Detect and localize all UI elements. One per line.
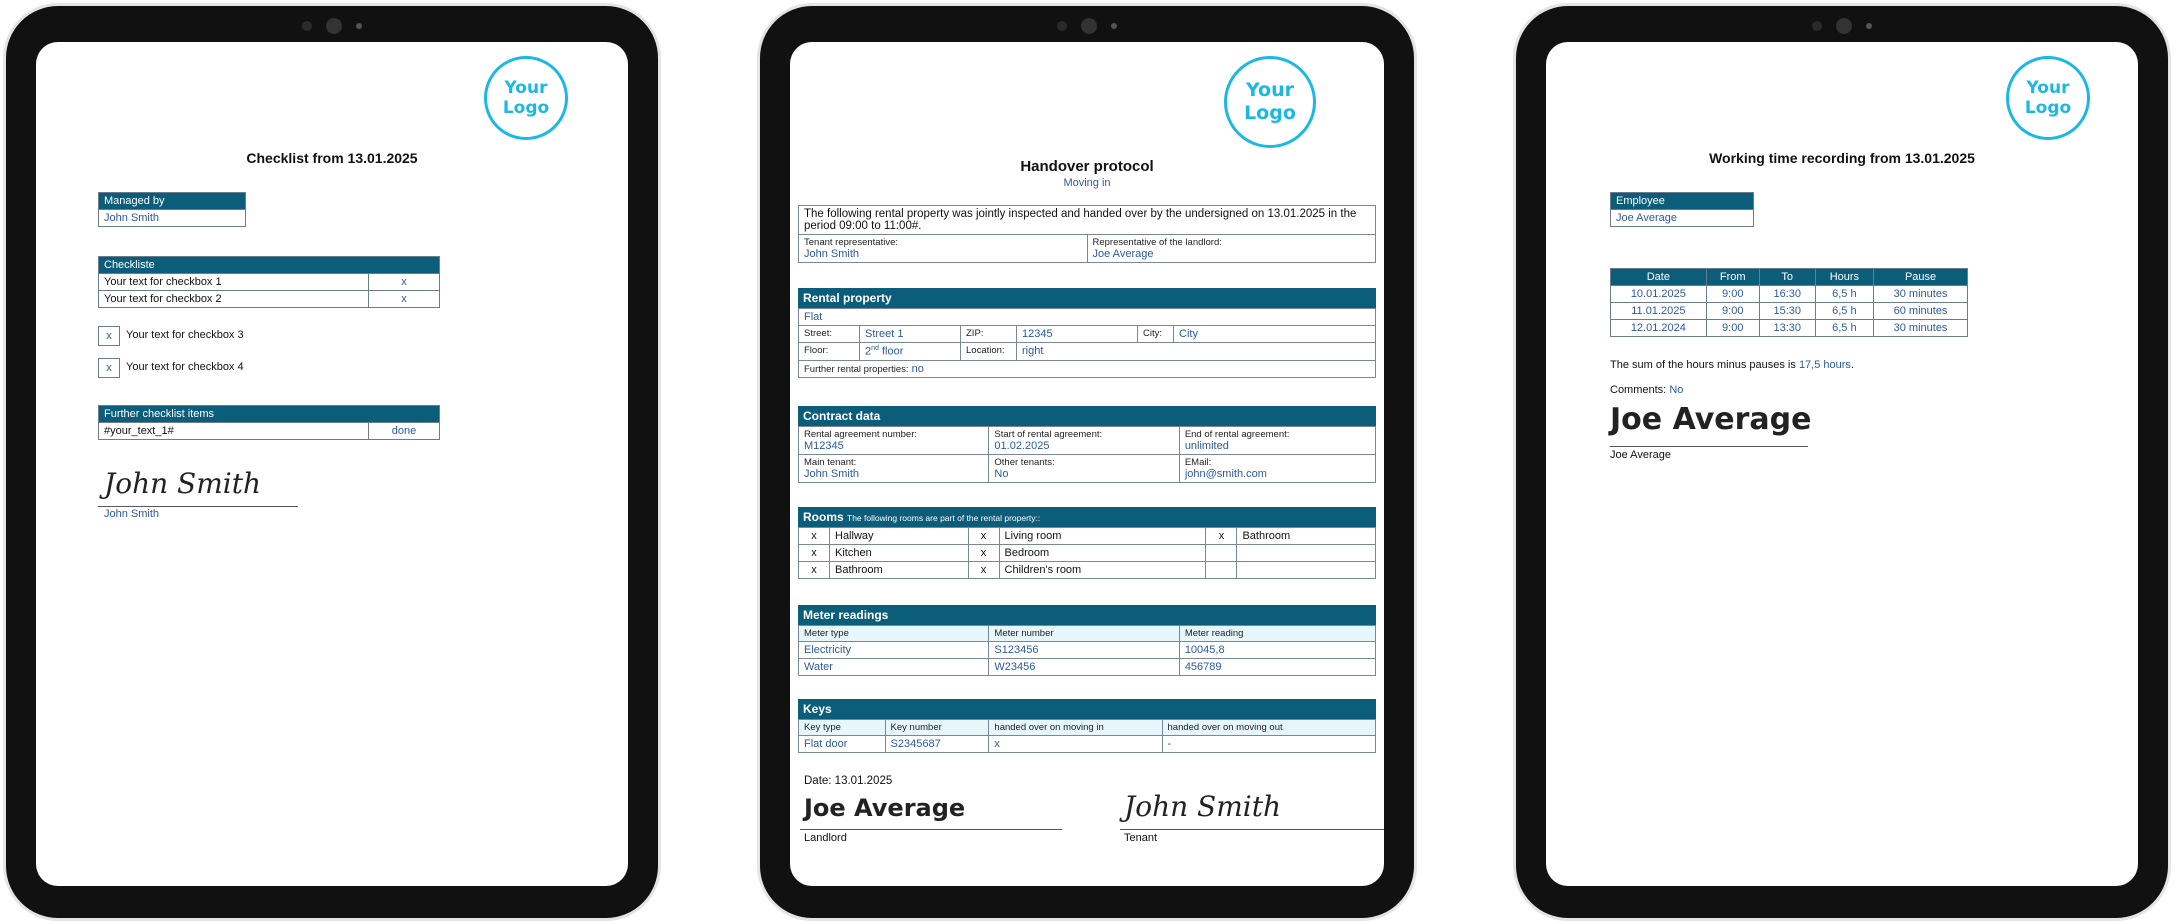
landlord-rep-value: Joe Average xyxy=(1092,248,1154,260)
tablet-working-time xyxy=(1516,6,2168,918)
start-label: Start of rental agreement: xyxy=(994,429,1103,440)
room-mark: x xyxy=(799,528,830,545)
keys-col-out: handed over on moving out xyxy=(1162,720,1376,736)
signature-line xyxy=(1610,446,1808,447)
time-cell: 30 minutes xyxy=(1874,286,1968,303)
meter-readings-header: Meter readings xyxy=(798,605,1376,625)
table-row xyxy=(1611,320,1968,337)
meter-row xyxy=(799,642,1376,659)
meter-reading: 456789 xyxy=(1179,659,1375,676)
time-col-header: From xyxy=(1706,269,1759,286)
rooms-table xyxy=(798,527,1376,579)
agreement-number-label: Rental agreement number: xyxy=(804,429,918,440)
room-mark: x xyxy=(799,545,830,562)
managed-by-value: John Smith xyxy=(99,210,246,227)
keys-section xyxy=(798,699,1376,753)
key-number: S2345687 xyxy=(885,736,989,753)
meter-type: Water xyxy=(799,659,989,676)
other-tenants-value: No xyxy=(994,468,1009,480)
signature-name: John Smith xyxy=(104,508,160,520)
time-cell: 6,5 h xyxy=(1815,320,1873,337)
meter-col-type: Meter type xyxy=(799,626,989,642)
room-mark: x xyxy=(799,562,830,579)
checkbox-3[interactable]: x xyxy=(98,326,120,346)
further-item-text: #your_text_1# xyxy=(99,423,369,440)
tablet-handover xyxy=(760,6,1414,918)
room-mark xyxy=(1206,562,1237,579)
checkliste-table xyxy=(98,256,440,308)
time-cell: 6,5 h xyxy=(1815,303,1873,320)
employee-box xyxy=(1610,192,1754,227)
signature-john-smith: John Smith xyxy=(104,467,262,500)
handover-document xyxy=(790,42,1384,886)
email-value: john@smith.com xyxy=(1184,468,1267,480)
main-tenant-value: John Smith xyxy=(804,468,860,480)
city-value: City xyxy=(1174,326,1376,343)
checklist-document xyxy=(36,42,628,886)
end-value: unlimited xyxy=(1184,440,1229,452)
city-label: City: xyxy=(1138,326,1174,343)
camera-bar xyxy=(1057,18,1117,34)
room-mark xyxy=(1206,545,1237,562)
time-cell: 9:00 xyxy=(1706,286,1759,303)
floor-label: Floor: xyxy=(799,343,860,361)
logo: Your Logo xyxy=(484,56,568,140)
time-cell: 13:30 xyxy=(1759,320,1815,337)
page-title: Checklist from 13.01.2025 xyxy=(246,150,418,166)
landlord-label: Landlord xyxy=(804,832,847,844)
room-name: Hallway xyxy=(830,528,969,545)
working-time-document xyxy=(1546,42,2138,886)
keys-col-in: handed over on moving in xyxy=(989,720,1162,736)
signature-joe-average: Joe Average xyxy=(804,794,966,822)
time-cell: 9:00 xyxy=(1706,303,1759,320)
checkbox-3-label: Your text for checkbox 3 xyxy=(126,329,244,341)
room-name: Bathroom xyxy=(1237,528,1376,545)
rental-property-section xyxy=(798,288,1376,378)
rooms-header: Rooms The following rooms are part of the rental property:: xyxy=(798,507,1376,527)
comments: Comments: No xyxy=(1610,384,1684,396)
key-in: x xyxy=(989,736,1162,753)
contract-data-section xyxy=(798,406,1376,483)
camera-bar xyxy=(1812,18,1872,34)
room-mark: x xyxy=(968,562,999,579)
logo: Your Logo xyxy=(1224,56,1316,148)
tenant-label: Tenant xyxy=(1124,832,1158,844)
meter-row xyxy=(799,659,1376,676)
protocol-date: Date: 13.01.2025 xyxy=(804,775,893,787)
room-mark: x xyxy=(968,528,999,545)
room-name: Bedroom xyxy=(999,545,1206,562)
checkbox-2-text: Your text for checkbox 2 xyxy=(99,291,369,308)
tablet-checklist xyxy=(6,6,658,918)
table-row xyxy=(1611,286,1968,303)
page-title: Handover protocol xyxy=(1020,158,1154,175)
employee-value: Joe Average xyxy=(1611,210,1754,227)
managed-by-label: Managed by xyxy=(99,193,246,210)
further-items-header: Further checklist items xyxy=(99,406,440,423)
other-tenants-label: Other tenants: xyxy=(994,457,1055,468)
hours-sum: The sum of the hours minus pauses is 17,5 hours. xyxy=(1610,359,1854,371)
keys-col-type: Key type xyxy=(799,720,886,736)
property-type: Flat xyxy=(799,309,1376,326)
room-row xyxy=(799,528,1376,545)
checkbox-4-label: Your text for checkbox 4 xyxy=(126,361,244,373)
contract-data-header: Contract data xyxy=(798,406,1376,426)
meter-number: S123456 xyxy=(989,642,1179,659)
room-row xyxy=(799,545,1376,562)
checkbox-4[interactable]: x xyxy=(98,358,120,378)
intro-text: The following rental property was jointly inspected and handed over by the undersigned on 13.01.2025 in the period 09:00 to 11:00#. xyxy=(799,206,1376,235)
meter-col-reading: Meter reading xyxy=(1179,626,1375,642)
rental-property-header: Rental property xyxy=(798,288,1376,308)
main-tenant-label: Main tenant: xyxy=(804,457,857,468)
time-cell: 60 minutes xyxy=(1874,303,1968,320)
landlord-signature-line xyxy=(800,829,1062,830)
time-table xyxy=(1610,268,1968,337)
time-cell: 16:30 xyxy=(1759,286,1815,303)
tenant-rep-label: Tenant representative: xyxy=(804,237,899,248)
time-cell: 12.01.2024 xyxy=(1611,320,1707,337)
meter-col-number: Meter number xyxy=(989,626,1179,642)
location-value: right xyxy=(1017,343,1376,361)
keys-header: Keys xyxy=(798,699,1376,719)
key-type: Flat door xyxy=(799,736,886,753)
further-items-table xyxy=(98,405,440,440)
email-label: EMail: xyxy=(1184,457,1212,468)
page-subtitle: Moving in xyxy=(1063,177,1111,189)
time-col-header: To xyxy=(1759,269,1815,286)
zip-value: 12345 xyxy=(1017,326,1138,343)
room-mark: x xyxy=(1206,528,1237,545)
logo: Your Logo xyxy=(2006,56,2090,140)
floor-value: 2nd floor xyxy=(860,343,961,361)
street-label: Street: xyxy=(799,326,860,343)
intro-section xyxy=(798,205,1376,263)
table-row xyxy=(1611,303,1968,320)
signature-name: Joe Average xyxy=(1610,449,1671,461)
time-cell: 6,5 h xyxy=(1815,286,1873,303)
room-row xyxy=(799,562,1376,579)
time-col-header: Pause xyxy=(1874,269,1968,286)
room-mark: x xyxy=(968,545,999,562)
keys-row xyxy=(799,736,1376,753)
time-cell: 11.01.2025 xyxy=(1611,303,1707,320)
zip-label: ZIP: xyxy=(961,326,1017,343)
time-cell: 15:30 xyxy=(1759,303,1815,320)
room-name: Kitchen xyxy=(830,545,969,562)
meter-number: W23456 xyxy=(989,659,1179,676)
room-name: Living room xyxy=(999,528,1206,545)
tenant-rep-value: John Smith xyxy=(804,248,860,260)
street-value: Street 1 xyxy=(860,326,961,343)
signature-joe-average: Joe Average xyxy=(1610,402,1812,437)
meter-readings-section xyxy=(798,605,1376,676)
further-item-status: done xyxy=(369,423,440,440)
tenant-signature-line xyxy=(1120,829,1384,830)
employee-label: Employee xyxy=(1611,193,1754,210)
checkliste-header: Checkliste xyxy=(99,257,440,274)
room-name xyxy=(1237,562,1376,579)
keys-col-number: Key number xyxy=(885,720,989,736)
time-cell: 30 minutes xyxy=(1874,320,1968,337)
room-name: Children's room xyxy=(999,562,1206,579)
key-out: - xyxy=(1162,736,1376,753)
start-value: 01.02.2025 xyxy=(994,440,1050,452)
time-cell: 10.01.2025 xyxy=(1611,286,1707,303)
camera-bar xyxy=(302,18,362,34)
time-cell: 9:00 xyxy=(1706,320,1759,337)
checkbox-1-mark[interactable]: x xyxy=(369,274,440,291)
agreement-number-value: M12345 xyxy=(804,440,844,452)
time-col-header: Hours xyxy=(1815,269,1873,286)
time-col-header: Date xyxy=(1611,269,1707,286)
rooms-section xyxy=(798,507,1376,579)
page-title: Working time recording from 13.01.2025 xyxy=(1709,150,1975,166)
room-name xyxy=(1237,545,1376,562)
checkbox-2-mark[interactable]: x xyxy=(369,291,440,308)
meter-reading: 10045,8 xyxy=(1179,642,1375,659)
further-properties: Further rental properties: no xyxy=(799,360,1376,377)
signature-john-smith: John Smith xyxy=(1124,790,1282,823)
landlord-rep-label: Representative of the landlord: xyxy=(1092,237,1222,248)
managed-by-box xyxy=(98,192,246,227)
signature-line xyxy=(98,506,298,507)
end-label: End of rental agreement: xyxy=(1184,429,1290,440)
location-label: Location: xyxy=(961,343,1017,361)
meter-type: Electricity xyxy=(799,642,989,659)
room-name: Bathroom xyxy=(830,562,969,579)
checkbox-1-text: Your text for checkbox 1 xyxy=(99,274,369,291)
